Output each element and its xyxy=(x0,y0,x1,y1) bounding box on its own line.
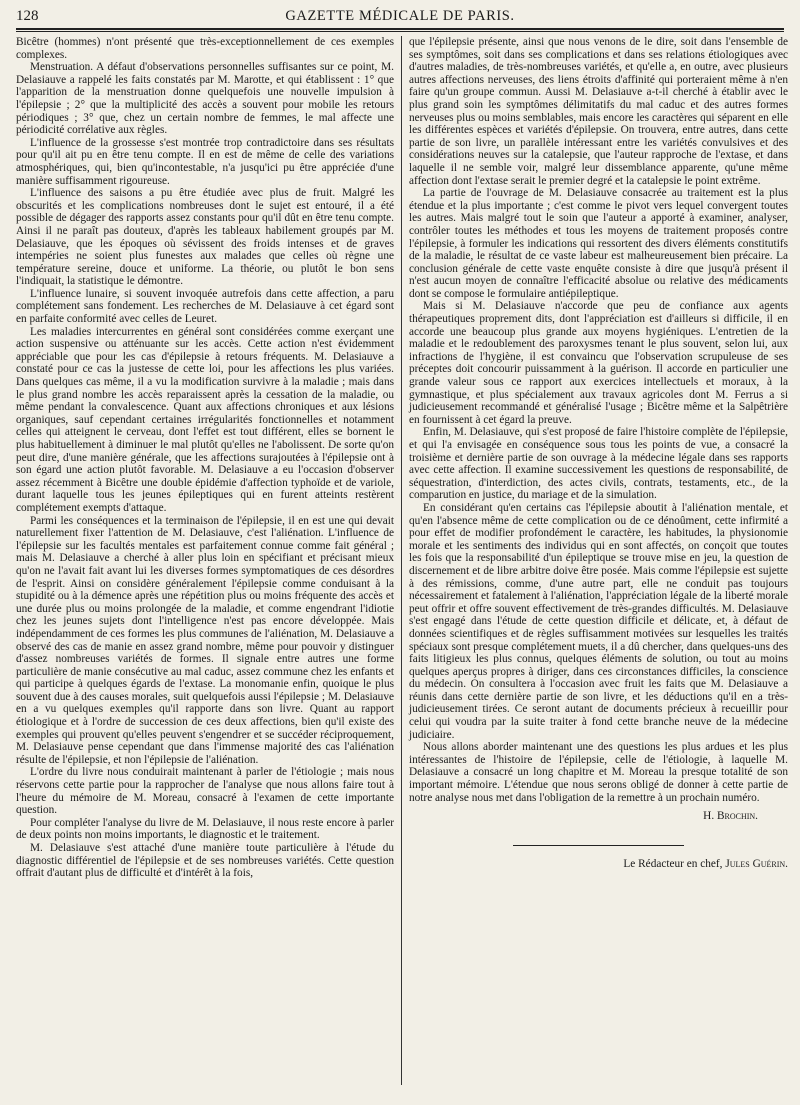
article-columns xyxy=(16,36,788,1085)
editor-name: Jules Guérin. xyxy=(725,857,788,870)
header-rule xyxy=(16,31,784,32)
paragraph: L'influence de la grossesse s'est montrée trop contradictoire dans ses résultats pour qu'il ait pu en être tenu compte. Il en est de même de celle des variations atmosphériques, qui, bien qu'incontestable, n'a jusqu'ici pu être appréciée d'une manière suffisamment rigoureuse. xyxy=(16,136,394,187)
paragraph: L'influence lunaire, si souvent invoquée autrefois dans cette affection, a paru complétement sans fondement. Les recherches de M. Delasiauve à cet égard sont en parfaite conformité avec celles de Leuret. xyxy=(16,287,394,326)
author-signature: H. Brochin. xyxy=(703,810,758,823)
right-column xyxy=(402,36,788,1085)
page-number: 128 xyxy=(16,8,39,24)
closing-rule xyxy=(513,845,684,846)
editor-line xyxy=(409,858,788,871)
paragraph: Parmi les conséquences et la terminaison de l'épilepsie, il en est une qui devait naturellement fixer l'attention de M. Delasiauve, c'est l'aliénation. L'influence de l'épilepsie sur les facultés mentales est parfaitement connue comme fait général ; mais M. Delasiauve a cherché à aller plus loin en spécifiant et précisant mieux qu'on ne l'avait fait avant lui les diverses formes symptomatiques de ces désordres de l'esprit. Ainsi on considère généralement l'épilepsie comme conduisant à la stupidité ou à la démence après une répétition plus ou moins fréquente des accès et une durée plus ou moins prolongée de la maladie, et comme engendrant l'idiotie chez les jeunes sujets dont l'intelligence n'est pas encore développée. Mais indépendamment de ces formes les plus communes de l'aliénation, M. Delasiauve a observé des cas de manie en assez grand nombre, même pour pouvoir y distinguer d'assez nombreuses variétés de formes. Il signale entre autres une forme particulière de manie consécutive au mal caduc, assez commune chez les enfants et qui participe à quelques égards de l'extase. La monomanie enfin, quoique le plus souvent due à des causes morales, suit quelquefois aussi l'épilepsie ; M. Delasiauve en a vu quelques exemples qu'il rapporte dans son livre. Quant au rapport étiologique et à l'ordre de succession de ces deux affections, bien qu'il existe des exemples qui prouvent qu'elles peuvent s'engendrer et se succéder réciproquement, M. Delasiauve pense cependant que dans l'immense majorité des cas l'aliénation résulte de l'épilepsie, et non l'épilepsie de l'aliénation. xyxy=(16,514,394,766)
paragraph: La partie de l'ouvrage de M. Delasiauve consacrée au traitement est la plus étendue et la plus importante ; c'est comme le pivot vers lequel convergent toutes les autres. Mais malgré tout le soin que l'auteur a apporté à examiner, analyser, contrôler toutes les méthodes et tous les moyens de traitement proposés contre l'épilepsie, à formuler les indications qui ressortent des divers éléments constitutifs de la maladie, le résultat de ce vaste labeur est malheureusement bien précaire. La conclusion générale de cette vaste enquête consiste à dire que jusqu'à présent il n'est aucun moyen de connaître l'efficacité absolue ou relative des médicaments dont se compose le formulaire antiépileptique. xyxy=(409,187,788,300)
paragraph: L'ordre du livre nous conduirait maintenant à parler de l'étiologie ; mais nous réservons cette partie pour la rapprocher de l'analyse que nous allons faire tout à l'heure du mémoire de M. Moreau, consacré à l'examen de cette importante question. xyxy=(16,766,394,817)
paragraph: Mais si M. Delasiauve n'accorde que peu de confiance aux agents thérapeutiques proprement dits, dont l'appréciation est d'ailleurs si difficile, il en accorde une beaucoup plus grande aux moyens hygiéniques. L'entretien de la maladie et le redoublement des paroxysmes tenant le plus souvent, selon lui, aux infractions de l'hygiène, il est convaincu que l'observation scrupuleuse de ses préceptes doit concourir puissamment à la guérison. Il accorde en particulier une grande valeur sous ce rapport aux exercices intellectuels et moraux, à la gymnastique, et plus spécialement aux travaux agricoles dont M. Ferrus a si judicieusement recommandé et généralisé l'usage ; Bicêtre même et la Salpêtrière en fournissent à cet égard la preuve. xyxy=(409,300,788,426)
editor-label: Le Rédacteur en chef, xyxy=(623,857,723,870)
page-header xyxy=(16,6,784,30)
journal-title: GAZETTE MÉDICALE DE PARIS. xyxy=(285,8,515,24)
paragraph: L'influence des saisons a pu être étudiée avec plus de fruit. Malgré les obscurités et les complications nombreuses dont le sujet est entouré, il a été possible de dégager des rapports assez constants pour qu'il dût en être tenu compte. Ainsi il ne paraît pas douteux, d'après les tableaux habilement groupés par M. Delasiauve, que les époques où sévissent des froids intenses et de graves intempéries ne soient plus funestes aux malades que celles où règne une température sereine, douce et uniforme. La théorie, ou plutôt le bon sens l'indiquait, la statistique le démontre. xyxy=(16,187,394,288)
paragraph: Bicêtre (hommes) n'ont présenté que très-exceptionnellement de ces exemples complexes. xyxy=(16,36,394,61)
paragraph: Menstruation. A défaut d'observations personnelles suffisantes sur ce point, M. Delasiauve a rappelé les faits constatés par M. Marotte, et qui établissent : 1° que l'apparition de la menstruation donne quelquefois une nouvelle impulsion à l'épilepsie ; 2° que la multiplicité des accès a souvent pour mobile les retours périodiques ; 3° que, chez un certain nombre de femmes, le mal affecte une périodicité corrélative aux règles. xyxy=(16,61,394,137)
paragraph: En considérant qu'en certains cas l'épilepsie aboutit à l'aliénation mentale, et qu'en l'absence même de cette complication ou de ce dénoûment, cette infirmité a pour effet de modifier profondément le caractère, les habitudes, la physionomie morale et les sentiments des individus qui en sont affectés, on conçoit que toutes les fois que la responsabilité d'un épileptique se trouve mise en jeu, la question de discernement et de libre arbitre doive être posée. Mais comme l'épilepsie est sujette à des rémissions, comme, d'une autre part, elle ne conduit pas toujours nécessairement et fatalement à l'aliénation, l'appréciation légale de la liberté morale peut offrir et offre souvent effectivement de très-grandes difficultés. M. Delasiauve s'est engagé dans l'étude de cette question difficile et délicate, et, à défaut de données scientifiques et de règles suffisamment motivées sur lesquelles les traités spéciaux sont presque complétement muets, il a dû chercher, dans quelques-uns des faits litigieux les plus connus, quelques éléments de solution, ou tout au moins quelques aperçus propres à diriger, dans ces circonstances difficiles, la conscience du médecin. On consultera à l'occasion avec fruit les faits que M. Delasiauve a réunis dans cette dernière partie de son livre, et les déductions qu'il en a très-judicieusement tirées. Ce seront autant de documents précieux à recueillir pour celui qui voudra par la suite traiter à fond cette branche neuve de la médecine judiciaire. xyxy=(409,501,788,741)
paragraph: Pour compléter l'analyse du livre de M. Delasiauve, il nous reste encore à parler de deux points non moins importants, le diagnostic et le traitement. xyxy=(16,816,394,842)
paragraph: Enfin, M. Delasiauve, qui s'est proposé de faire l'histoire complète de l'épilepsie, et qui l'a envisagée en conséquence sous tous les points de vue, a consacré la troisième et dernière partie de son ouvrage à la médecine légale dans ses rapports avec cette affection. Il examine successivement les questions de responsabilité, de séquestration, d'interdiction, des actes civils, contrats, testaments, etc., de la comparution en justice, du mariage et de la simulation. xyxy=(409,426,788,502)
paragraph: M. Delasiauve s'est attaché d'une manière toute particulière à l'étude du diagnostic différentiel de l'épilepsie et de ses nombreuses variétés. Cette question offrait d'autant plus de difficulté et d'intérêt à la fois, xyxy=(16,842,394,880)
paragraph: Les maladies intercurrentes en général sont considérées comme exerçant une action suspensive ou atténuante sur les accès. Cette action n'est évidemment appréciable que pour les cas d'épilepsie à retours fréquents. M. Delasiauve a constaté pour ce cas la justesse de cette loi, pour les affections les plus variées. Dans quelques cas même, il a vu la modification survivre à la maladie ; mais dans le plus grand nombre les accès reparaissent après la cessation de la maladie, ou même pendant la convalescence. Quant aux affections chroniques et aux lésions organiques, sauf cependant certaines irrégularités fonctionnelles et notamment celles qui atteignent le cerveau, dont l'effet est tout différent, elles se bornent le plus habituellement à diminuer le mal plutôt qu'elles ne l'abolissent. De sorte qu'on peut dire, d'une manière générale, que les affections surajoutées à l'épilepsie ont à son égard une action plutôt favorable. M. Delasiauve a eu l'occasion d'observer assez récemment à Bicêtre une double épidémie d'affection typhoïde et de variole, durant laquelle tous les jeunes épileptiques qui en furent atteints restèrent complétement exempts d'attaque. xyxy=(16,325,394,514)
left-column xyxy=(16,36,402,1085)
paragraph: Nous allons aborder maintenant une des questions les plus ardues et les plus intéressantes de l'histoire de l'épilepsie, celle de l'étiologie, à laquelle M. Delasiauve a consacré un long chapitre et M. Moreau la presque totalité de son important mémoire. L'étendue que nous serons obligé de donner à cette partie de notre analyse nous met dans l'obligation de la remettre à un prochain numéro. xyxy=(409,741,788,804)
paragraph: que l'épilepsie présente, ainsi que nous venons de le dire, soit dans l'ensemble de ses symptômes, soit dans ses complications et dans ses relations étiologiques avec d'autres maladies, de très-nombreuses variétés, et qu'elle a, en outre, avec plusieurs autres affections nerveuses, des liens étroits d'affinité qui porteraient même à n'en faire qu'un groupe commun. Aussi M. Delasiauve a-t-il cherché à établir avec le plus grand soin les symptômes délimitatifs du mal caduc et des autres formes nerveuses plus ou moins semblables, mais encore les caractères qui séparent en elle les différentes espèces et variétés d'épilepsie. On trouvera, entre autres, dans cette partie de son livre, un parallèle intéressant entre les variétés convulsives et des considérations neuves sur la catalepsie, que l'auteur rapproche de l'extase, et dans laquelle il ne semble voir, malgré leur dissemblance apparente, qu'une même affection dont l'extase serait le premier degré et la catalepsie le point extrême. xyxy=(409,36,788,187)
